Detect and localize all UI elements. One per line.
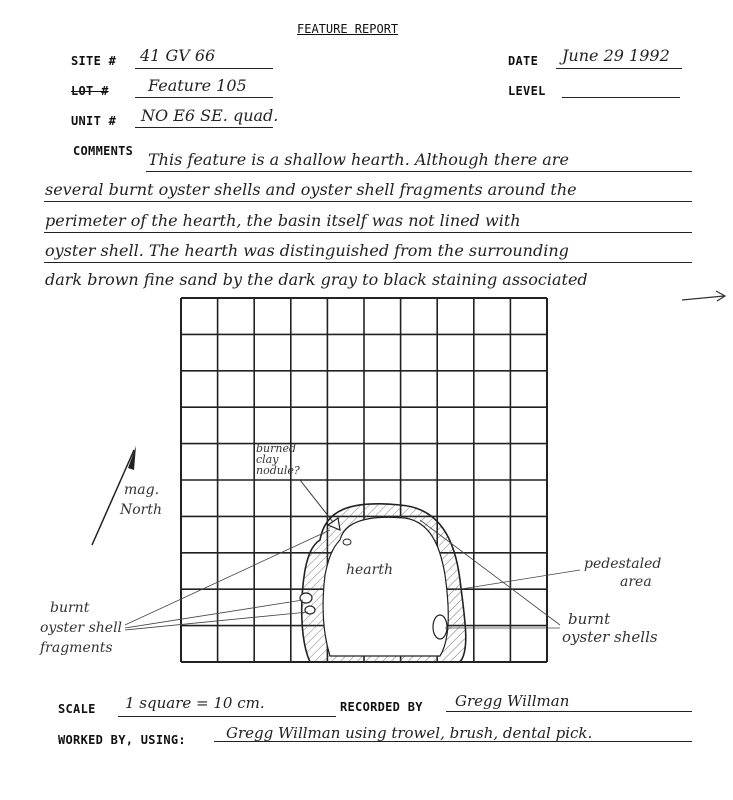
recorded-value: Gregg Willman: [455, 692, 570, 710]
lot-label-text: LOT #: [71, 84, 109, 98]
report-title: FEATURE REPORT: [297, 22, 399, 36]
site-value: 41 GV 66: [140, 46, 216, 65]
comment-text-5: dark brown fine sand by the dark gray to black staining associated: [45, 270, 588, 289]
scale-value: 1 square = 10 cm.: [125, 694, 265, 712]
unit-value: NO E6 SE. quad.: [141, 106, 279, 125]
leader-fragments-3: [125, 612, 308, 630]
date-value: June 29 1992: [562, 46, 670, 65]
north-line2: North: [120, 502, 163, 518]
hearth-basin: [323, 517, 448, 656]
worked-value: Gregg Willman using trowel, brush, dental pick.: [226, 724, 593, 742]
pedestaled-label: [584, 555, 661, 591]
burned-clay-line1: burned: [256, 442, 297, 455]
lot-value: Feature 105: [148, 76, 247, 95]
recorded-label: RECORDED BY: [340, 700, 423, 714]
scale-underline: [118, 716, 336, 717]
worked-underline: [214, 741, 692, 742]
comment-text-2: several burnt oyster shells and oyster shell fragments around the: [45, 180, 577, 199]
north-line1: mag.: [124, 482, 160, 498]
comment-text-1: This feature is a shallow hearth. Although there are: [148, 150, 569, 169]
comment-text-4: oyster shell. The hearth was distinguished from the surrounding: [45, 241, 569, 260]
fragments-line3: fragments: [40, 640, 113, 656]
pedestaled-line2: area: [620, 574, 652, 590]
comment-text-3: perimeter of the hearth, the basin itself was not lined with: [45, 211, 521, 230]
burnt-shells-line1: burnt: [568, 610, 611, 628]
fragments-label: [40, 598, 122, 658]
fragments-line1: burnt: [50, 600, 90, 616]
burned-clay-line2: clay: [256, 453, 279, 466]
burnt-shells-line2: oyster shells: [562, 628, 658, 646]
clay-nodule-small: [343, 539, 351, 545]
north-label: [120, 480, 162, 520]
burned-clay-label: [256, 443, 300, 476]
date-label: DATE: [508, 54, 539, 68]
leader-fragments-1: [125, 530, 330, 625]
pedestaled-line1: pedestaled: [584, 556, 662, 572]
shell-shape-left-1: [300, 593, 312, 603]
shell-shape-right: [433, 615, 447, 639]
unit-label: UNIT #: [71, 114, 117, 128]
worked-label: WORKED BY, USING:: [58, 733, 186, 747]
burnt-shells-label: [562, 610, 658, 646]
comments-label: COMMENTS: [73, 144, 134, 158]
shell-shape-left-2: [305, 606, 315, 614]
hearth-label: hearth: [346, 562, 393, 578]
scale-label: SCALE: [58, 702, 96, 716]
recorded-underline: [446, 711, 692, 712]
level-label: LEVEL: [508, 84, 546, 98]
leader-fragments-2: [125, 600, 303, 628]
fragments-line2: oyster shell: [40, 620, 123, 636]
burned-clay-line3: nodule?: [256, 464, 300, 477]
site-label: SITE #: [71, 54, 117, 68]
